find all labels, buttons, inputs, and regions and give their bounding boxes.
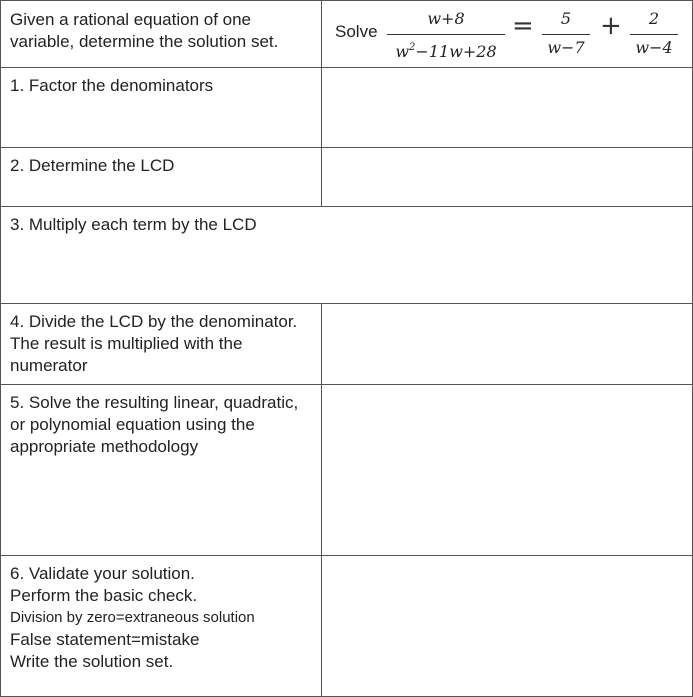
term1-fraction (542, 8, 590, 59)
step-1-cell (1, 68, 322, 148)
step-2-text: 2. Determine the LCD (10, 156, 175, 175)
step-6-line: Write the solution set. (10, 652, 174, 671)
equation-cell (322, 1, 693, 68)
instruction-text: Given a rational equation of one variable, determine the solution set. (10, 10, 279, 51)
step-6-line: Perform the basic check. (10, 586, 198, 605)
solve-label: Solve (335, 22, 378, 41)
step-1-text: 1. Factor the denominators (10, 76, 214, 95)
step-4-text: 4. Divide the LCD by the denominator. The result is multiplied with the numerator (10, 312, 298, 375)
equals-sign: = (512, 11, 534, 41)
step-6-line: False statement=mistake (10, 630, 200, 649)
step-2-cell (1, 148, 322, 207)
step-3-cell[interactable] (1, 207, 693, 304)
step-1-answer-cell[interactable] (322, 68, 693, 148)
term1-numerator: 5 (560, 9, 572, 28)
step-6-line: 6. Validate your solution. (10, 564, 195, 583)
instruction-cell (1, 1, 322, 68)
term2-denominator: w−4 (635, 38, 673, 57)
step-2-answer-cell[interactable] (322, 148, 693, 207)
term1-denominator: w−7 (547, 38, 585, 57)
step-5-cell (1, 385, 322, 556)
step-6-line: Division by zero=extraneous solution (10, 609, 255, 626)
step-4-answer-cell[interactable] (322, 304, 693, 385)
step-6-cell (1, 556, 322, 697)
lhs-numerator: w+8 (427, 9, 465, 28)
lhs-denominator: $w^2-11w+28$ (395, 42, 497, 61)
term2-fraction (630, 8, 678, 59)
lhs-fraction (387, 8, 505, 63)
step-5-answer-cell[interactable] (322, 385, 693, 556)
plus-sign: + (600, 11, 622, 41)
step-6-answer-cell[interactable] (322, 556, 693, 697)
term2-numerator: 2 (648, 9, 660, 28)
step-4-cell (1, 304, 322, 385)
step-5-text: 5. Solve the resulting linear, quadratic, or polynomial equation using the appropriate methodology (10, 393, 299, 456)
equation (322, 1, 692, 61)
step-3-text: 3. Multiply each term by the LCD (10, 215, 257, 234)
